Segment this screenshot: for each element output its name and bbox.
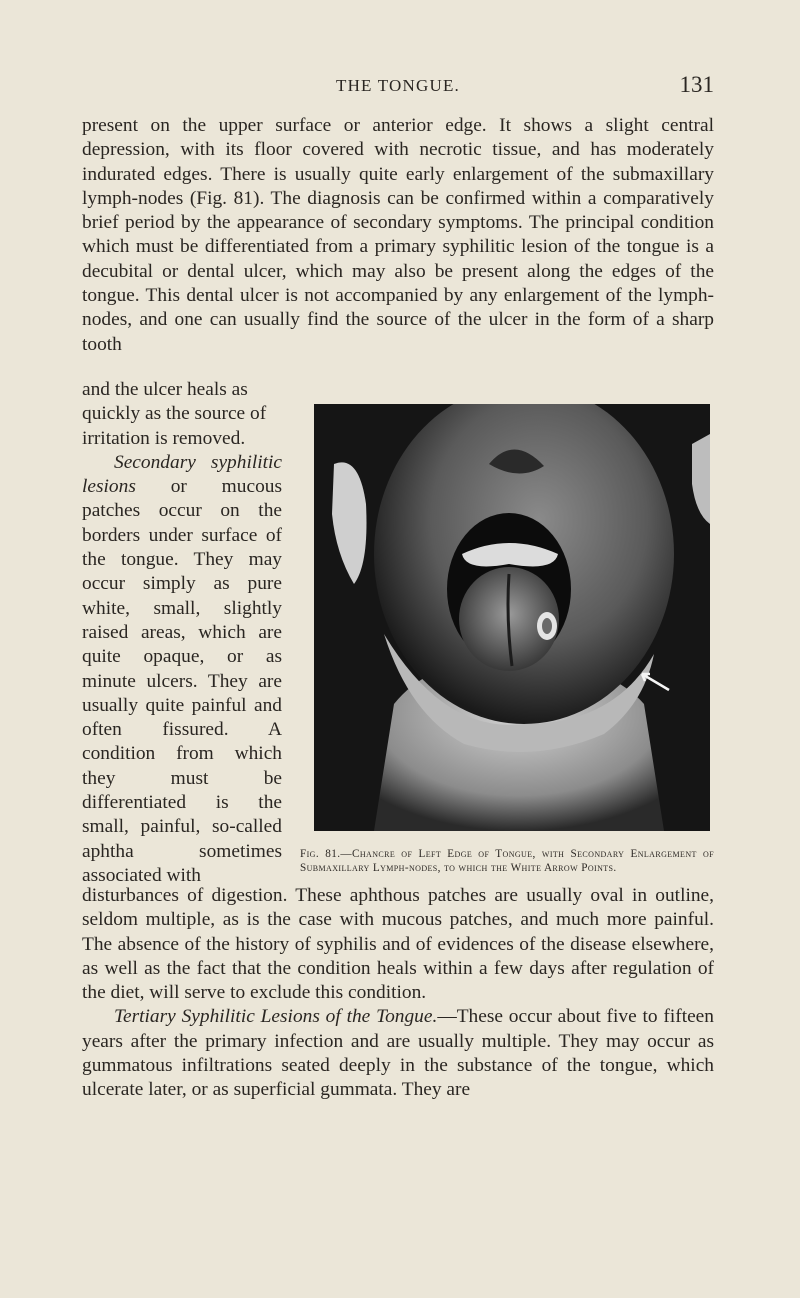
tertiary-heading: Tertiary Syphilitic Lesions of the Tongue.: [114, 1006, 438, 1028]
top-paragraph: present on the upper surface or anterior edge. It shows a slight central depression, with its floor covered with necrotic tissue, and has moderately indurated edges. There is usually quite early enlargement of the submaxillary lymph-nodes (Fig. 81). The diagnosis can be confirmed within a comparatively brief period by the appearance of secondary symptoms. The principal condition which must be differentiated from a primary syphilitic lesion of the tongue is a decubital or dental ulcer, which may also be present along the edges of the tongue. This dental ulcer is not accompanied by any enlargement of the lymph-nodes, and one can usually find the source of the ulcer in the form of a sharp tooth: [82, 115, 714, 355]
wrap-line-2: quickly as the source of: [82, 403, 267, 425]
bottom-paragraph-block: [82, 884, 714, 1103]
caption-text: —Chancre of Left Edge of Tongue, with Secondary Enlargement of Submaxillary Lymph-nodes, to which the White Arrow Points.: [300, 848, 714, 875]
running-title: THE TONGUE.: [335, 76, 460, 95]
secondary-paragraph: [82, 451, 282, 888]
figure-caption: [300, 847, 714, 875]
page-number: 131: [679, 72, 714, 97]
wrap-line-3: irritation is removed.: [82, 427, 246, 449]
tertiary-text: —These occur about five to fifteen years after the primary infection and are usually multiple. They may occur as gummatous infiltrations seated deeply in the substance of the tongue, which ulcerate later, or as superficial gummata. They are: [82, 1006, 714, 1101]
secondary-text: or mucous patches occur on the borders under surface of the tongue. They may occur simply as pure white, small, slightly raised areas, which are quite opaque, or as minute ulcers. They are usually quite painful and often fissured. A condition from which they must be differentiated is the small, painful, so-called aphtha sometimes associated with: [82, 476, 283, 886]
tertiary-paragraph: [82, 1005, 714, 1102]
wrap-line-1: and the ulcer heals as: [82, 379, 248, 400]
figure-photo: [314, 404, 710, 831]
wrapped-text-column: [82, 378, 282, 888]
tongue-photo-illustration: [314, 404, 710, 831]
caption-label: Fig. 81.: [300, 848, 341, 860]
top-paragraph-block: [82, 114, 714, 357]
bottom-continuation: disturbances of digestion. These aphthous patches are usually oval in outline, seldom multiple, as is the case with mucous patches, and much more painful. The absence of the history of syphilis and of evidences of the disease elsewhere, as well as the fact that the condition heals within a few days after regulation of the diet, will serve to exclude this condition.: [82, 885, 714, 1004]
secondary-heading: Secondary syphilitic lesions: [82, 451, 282, 498]
page-header: [82, 74, 714, 104]
